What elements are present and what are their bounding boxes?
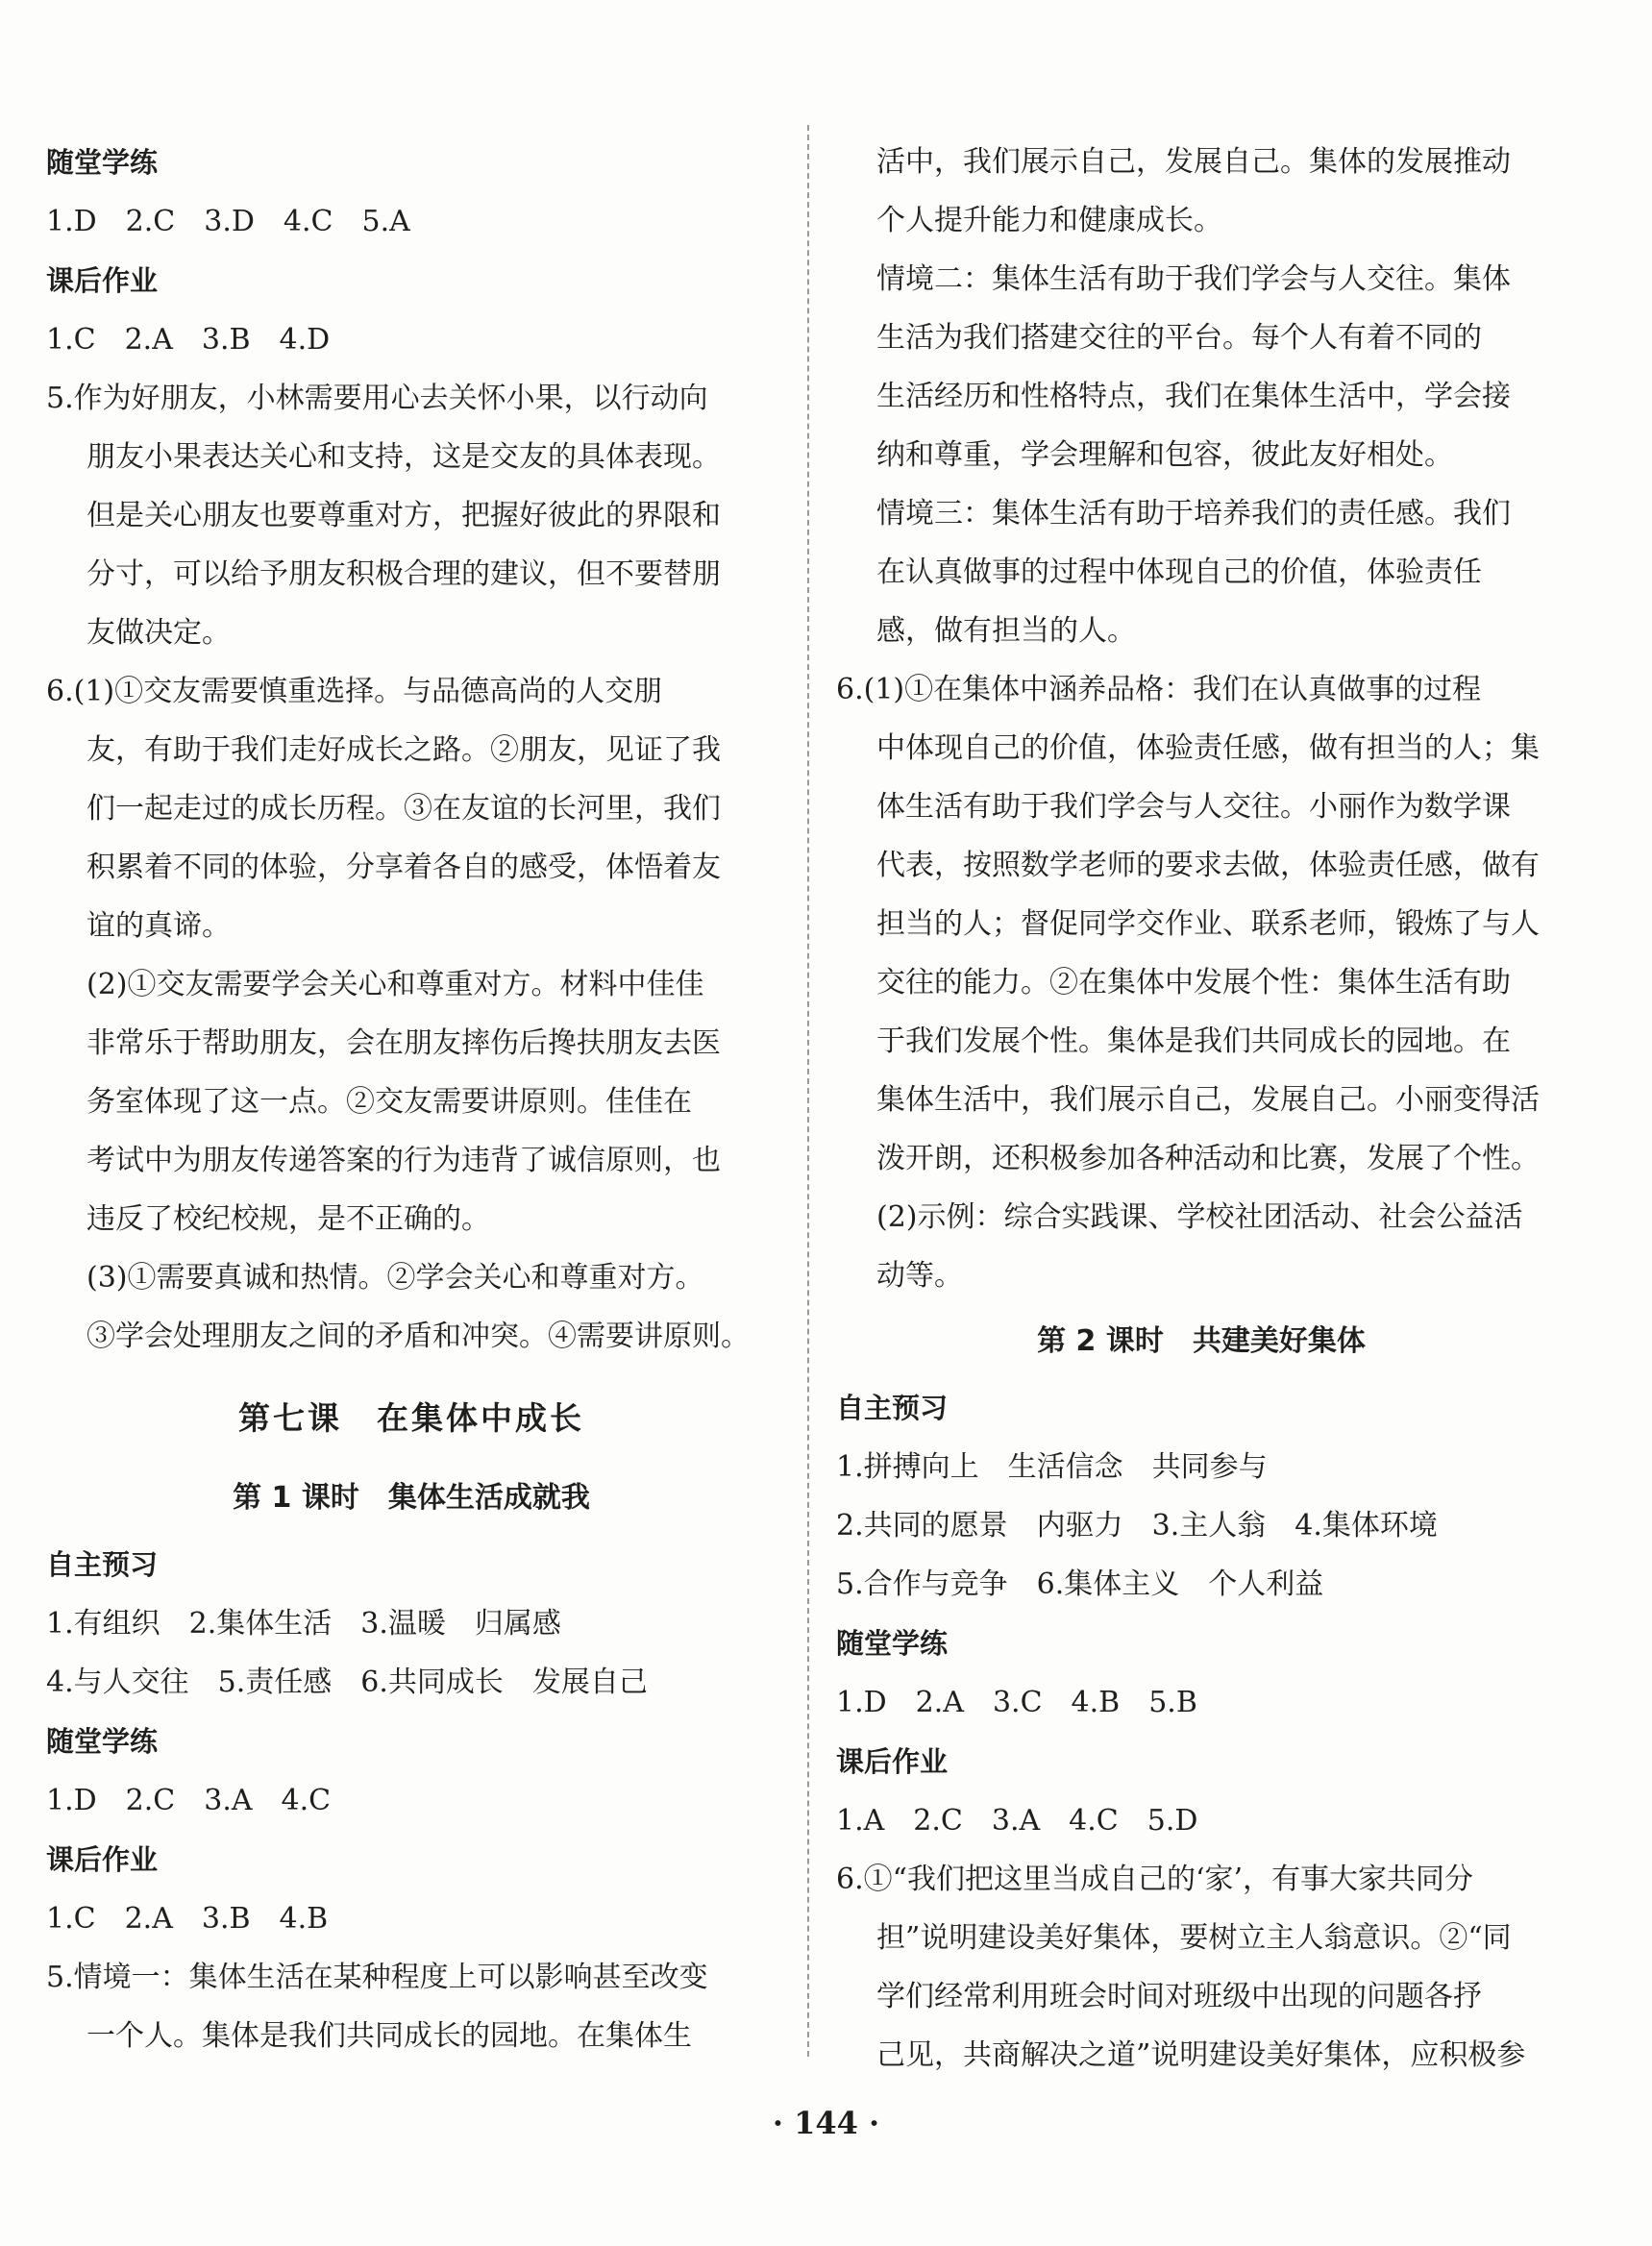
answer-text: 担”说明建设美好集体，要树立主人翁意识。②“同 [876,1921,1512,1955]
answer-text: 中体现自己的价值，体验责任感，做有担当的人；集 [876,731,1540,765]
section-heading: 自主预习 [836,1392,949,1424]
answer-text: 朋友小果表达关心和支持，这是交友的具体表现。 [86,440,721,474]
answer-text: 5.作为好朋友，小林需要用心去关怀小果，以行动向 [46,382,708,415]
section-heading: 随堂学练 [46,146,159,179]
answer-text: 感，做有担当的人。 [876,614,1136,648]
right-column [836,133,1566,2085]
answer-text: 纳和尊重，学会理解和包容，彼此友好相处。 [876,438,1453,472]
period-title: 第 2 课时 共建美好集体 [1037,1324,1366,1358]
answer-text: 个人提升能力和健康成长。 [876,204,1222,237]
answer-text: 泼开朗，还积极参加各种活动和比赛，发展了个性。 [876,1142,1540,1175]
answer-text: 学们经常利用班会时间对班级中出现的问题各抒 [876,1980,1482,2013]
answer-text: 生活经历和性格特点，我们在集体生活中，学会接 [876,380,1511,413]
answer-line: 4.与人交往 5.责任感 6.共同成长 发展自己 [46,1666,648,1699]
answer-line: 2.共同的愿景 内驱力 3.主人翁 4.集体环境 [836,1509,1438,1543]
answer-line: 1.D 2.C 3.A 4.C [46,1784,332,1817]
answer-text: 生活为我们搭建交往的平台。每个人有着不同的 [876,321,1482,355]
answer-text: 于我们发展个性。集体是我们共同成长的园地。在 [876,1024,1511,1058]
answer-line: 5.合作与竞争 6.集体主义 个人利益 [836,1567,1324,1601]
section-heading: 随堂学练 [836,1627,949,1660]
answer-text: 一个人。集体是我们共同成长的园地。在集体生 [86,2019,692,2053]
section-heading: 课后作业 [836,1745,949,1778]
answer-text: 代表，按照数学老师的要求去做，体验责任感，做有 [876,849,1540,882]
answer-text: 务室体现了这一点。②交友需要讲原则。佳佳在 [86,1085,692,1119]
answer-line: 1.C 2.A 3.B 4.B [46,1902,329,1936]
answer-text: 情境二：集体生活有助于我们学会与人交往。集体 [876,262,1511,296]
answer-text: 在认真做事的过程中体现自己的价值，体验责任 [876,555,1482,589]
answer-text: 活中，我们展示自己，发展自己。集体的发展推动 [876,145,1511,179]
answer-text: 6.(1)①交友需要慎重选择。与品德高尚的人交朋 [46,675,663,708]
answer-text: 动等。 [876,1259,963,1293]
answer-text: 违反了校纪校规，是不正确的。 [86,1202,490,1236]
answer-text: 谊的真谛。 [86,909,231,943]
answer-text: 们一起走过的成长历程。③在友谊的长河里，我们 [86,792,721,826]
answer-text: 友，有助于我们走好成长之路。②朋友，见证了我 [86,733,721,767]
answer-text: (3)①需要真诚和热情。②学会关心和尊重对方。 [86,1261,704,1295]
page-number: · 144 · [772,2105,880,2141]
answer-text: (2)①交友需要学会关心和尊重对方。材料中佳佳 [86,968,704,1001]
answer-line: 1.拼搏向上 生活信念 共同参与 [836,1450,1268,1484]
answer-text: 考试中为朋友传递答案的行为违背了诚信原则，也 [86,1144,721,1177]
lesson-title: 第七课 在集体中成长 [238,1399,584,1437]
answer-text: 集体生活中，我们展示自己，发展自己。小丽变得活 [876,1083,1540,1117]
answer-text: 己见，共商解决之道”说明建设美好集体，应积极参 [876,2038,1526,2072]
answer-line: 1.A 2.C 3.A 4.C 5.D [836,1804,1198,1838]
answer-line: 1.D 2.A 3.C 4.B 5.B [836,1686,1197,1719]
answer-text: (2)示例：综合实践课、学校社团活动、社会公益活 [876,1200,1523,1234]
section-heading: 随堂学练 [46,1725,159,1758]
answer-text: 担当的人；督促同学交作业、联系老师，锻炼了与人 [876,907,1540,941]
period-title: 第 1 课时 集体生活成就我 [233,1481,590,1515]
answer-line: 1.有组织 2.集体生活 3.温暖 归属感 [46,1607,561,1641]
answer-text: 积累着不同的体验，分享着各自的感受，体悟着友 [86,851,721,884]
answer-text: 5.情境一：集体生活在某种程度上可以影响甚至改变 [46,1961,708,1994]
section-heading: 自主预习 [46,1548,159,1581]
answer-line: 1.D 2.C 3.D 4.C 5.A [46,205,410,238]
answer-line: 1.C 2.A 3.B 4.D [46,323,331,357]
answer-text: 分寸，可以给予朋友积极合理的建议，但不要替朋 [86,557,721,591]
answer-text: 友做决定。 [86,616,231,650]
answer-text: 体生活有助于我们学会与人交往。小丽作为数学课 [876,790,1511,824]
left-column [46,133,777,2065]
answer-text: 6.(1)①在集体中涵养品格：我们在认真做事的过程 [836,673,1482,706]
section-heading: 课后作业 [46,1843,159,1876]
column-divider [807,125,809,2057]
answer-text: ③学会处理朋友之间的矛盾和冲突。④需要讲原则。 [86,1320,750,1353]
answer-text: 6.①“我们把这里当成自己的‘家’，有事大家共同分 [836,1863,1474,1896]
answer-text: 情境三：集体生活有助于培养我们的责任感。我们 [876,497,1511,531]
answer-text: 非常乐于帮助朋友，会在朋友摔伤后搀扶朋友去医 [86,1026,721,1060]
answer-text: 但是关心朋友也要尊重对方，把握好彼此的界限和 [86,499,721,532]
answer-text: 交往的能力。②在集体中发展个性：集体生活有助 [876,966,1511,1000]
section-heading: 课后作业 [46,264,159,297]
